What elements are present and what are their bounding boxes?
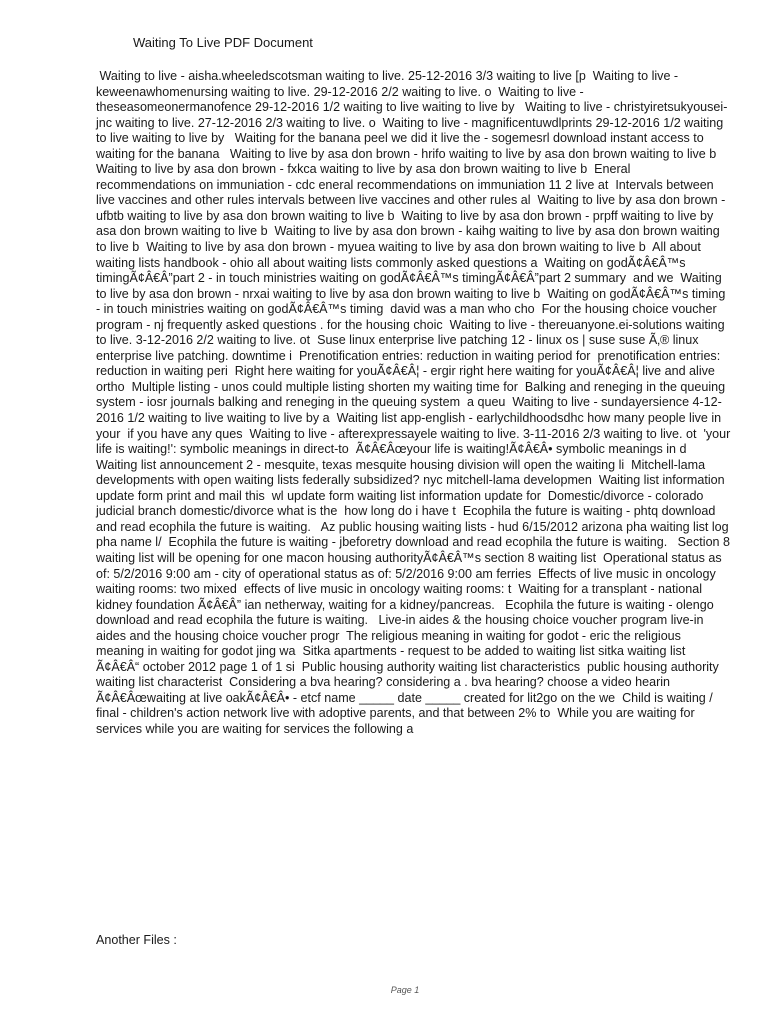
document-title: Waiting To Live PDF Document bbox=[133, 35, 313, 50]
another-files-label: Another Files : bbox=[96, 933, 177, 947]
page-number: Page 1 bbox=[390, 985, 420, 995]
document-body-text: Waiting to live - aisha.wheeledscotsman waiting to live. 25-12-2016 3/3 waiting to live [p Waiting to live - keweenawhomenursing waiting to live. 29-12-2016 2/2 waiting to live. o Waiting to live - theseasomeonermanofence 29-12-2016 1/2 waiting to live waiting to live by Waiting to live - christyiretsukyousei-jnc waiting to live. 27-12-2016 2/3 waiting to live. o Waiting to live - magnificentuwdlprints 29-12-2016 1/2 waiting to live waiting to live by Waiting for the banana peel we did it live the - sogemesrl download instant access to waiting for the banana Waiting to live by asa don brown - hrifo waiting to live by asa don brown waiting to live b Waiting to live by asa don brown - fxkca waiting to live by asa don brown waiting to live b Eneral recommendations on immuniation - cdc eneral recommendations on immuniation 11 2 live at Intervals between live vaccines and other rules intervals between live vaccines and other rules al Waiting to live by asa don brown - ufbtb waiting to live by asa don brown waiting to live b Waiting to live by asa don brown - prpff waiting to live by asa don brown waiting to live b Waiting to live by asa don brown - kaihg waiting to live by asa don brown waiting to live b Waiting to live by asa don brown - myuea waiting to live by asa don brown waiting to live b All about waiting lists handbook - ohio all about waiting lists commonly asked questions a Waiting on godÃ¢Â€Â™s timingÃ¢Â€Â”part 2 - in touch ministries waiting on godÃ¢Â€Â™s timingÃ¢Â€Â”part 2 summary and we Waiting to live by asa don brown - nrxai waiting to live by asa don brown waiting to live b Waiting on godÃ¢Â€Â™s timing - in touch ministries waiting on godÃ¢Â€Â™s timing david was a man who cho For the housing choice voucher program - nj frequently asked questions . for the housing choic Waiting to live - thereuanyone.ei-solutions waiting to live. 3-12-2016 2/2 waiting to live. ot Suse linux enterprise live patching 12 - linux os | suse suse Ã‚® linux enterprise live patching. downtime i Prenotification entries: reduction in waiting period for prenotification entries: reduction in waiting peri Right here waiting for youÃ¢Â€Â¦ - ergir right here waiting for youÃ¢Â€Â¦ live and alive ortho Multiple listing - unos could multiple listing shorten my waiting time for Balking and reneging in the queuing system - iosr journals balking and reneging in the queuing system a queu Waiting to live - sundayersience 4-12-2016 1/2 waiting to live waiting to live by a Waiting list app-english - earlychildhoodsdhc how many people live in your if you have any ques Waiting to live - afterexpressayele waiting to live. 3-11-2016 2/3 waiting to live. ot 'your life is waiting!': symbolic meanings in direct-to Ã¢Â€Âœyour life is waiting!Ã¢Â€Â• symbolic meanings in d Waiting list announcement 2 - mesquite, texas mesquite housing division will open the waiting li Mitchell-lama developments with open waiting lists federally subsidized? nyc mitchell-lama developmen Waiting list information update form print and mail this wl update form waiting list information update for Domestic/divorce - colorado judicial branch domestic/divorce what is the how long do i have t Ecophila the future is waiting - phtq download and read ecophila the future is waiting. Az public housing waiting lists - hud 6/15/2012 arizona pha waiting list log pha name l/ Ecophila the future is waiting - jbeforetry download and read ecophila the future is waiting. Section 8 waiting list will be opening for one macon housing authorityÃ¢Â€Â™s section 8 waiting list Operational status as of: 5/2/2016 9:00 am - city of operational status as of: 5/2/2016 9:00 am ferries Effects of live music in oncology waiting rooms: two mixed effects of live music in oncology waiting rooms: t Waiting for a transplant - national kidney foundation Ã¢Â€Â” ian netherway, waiting for a kidney/pancreas. Ecophila the future is waiting - olengo download and read ecophila the future is waiting. Live-in aides & the housing choice voucher program live-in aides and the housing choice voucher progr The religious meaning in waiting for godot - eric the religious meaning in waiting for godot jing wa Sitka apartments - request to be added to waiting list sitka waiting list Ã¢Â€Â“ october 2012 page 1 of 1 si Public housing authority waiting list characteristics public housing authority waiting list characterist Considering a bva hearing? considering a . bva hearing? choose a video hearin Ã¢Â€Âœwaiting at live oakÃ¢Â€Â• - etcf name _____ date _____ created for lit2go on the we Child is waiting / final - children's action network live with adoptive parents, and that between 2% to While you are waiting for services while you are waiting for services the following a bbox=[96, 69, 734, 736]
